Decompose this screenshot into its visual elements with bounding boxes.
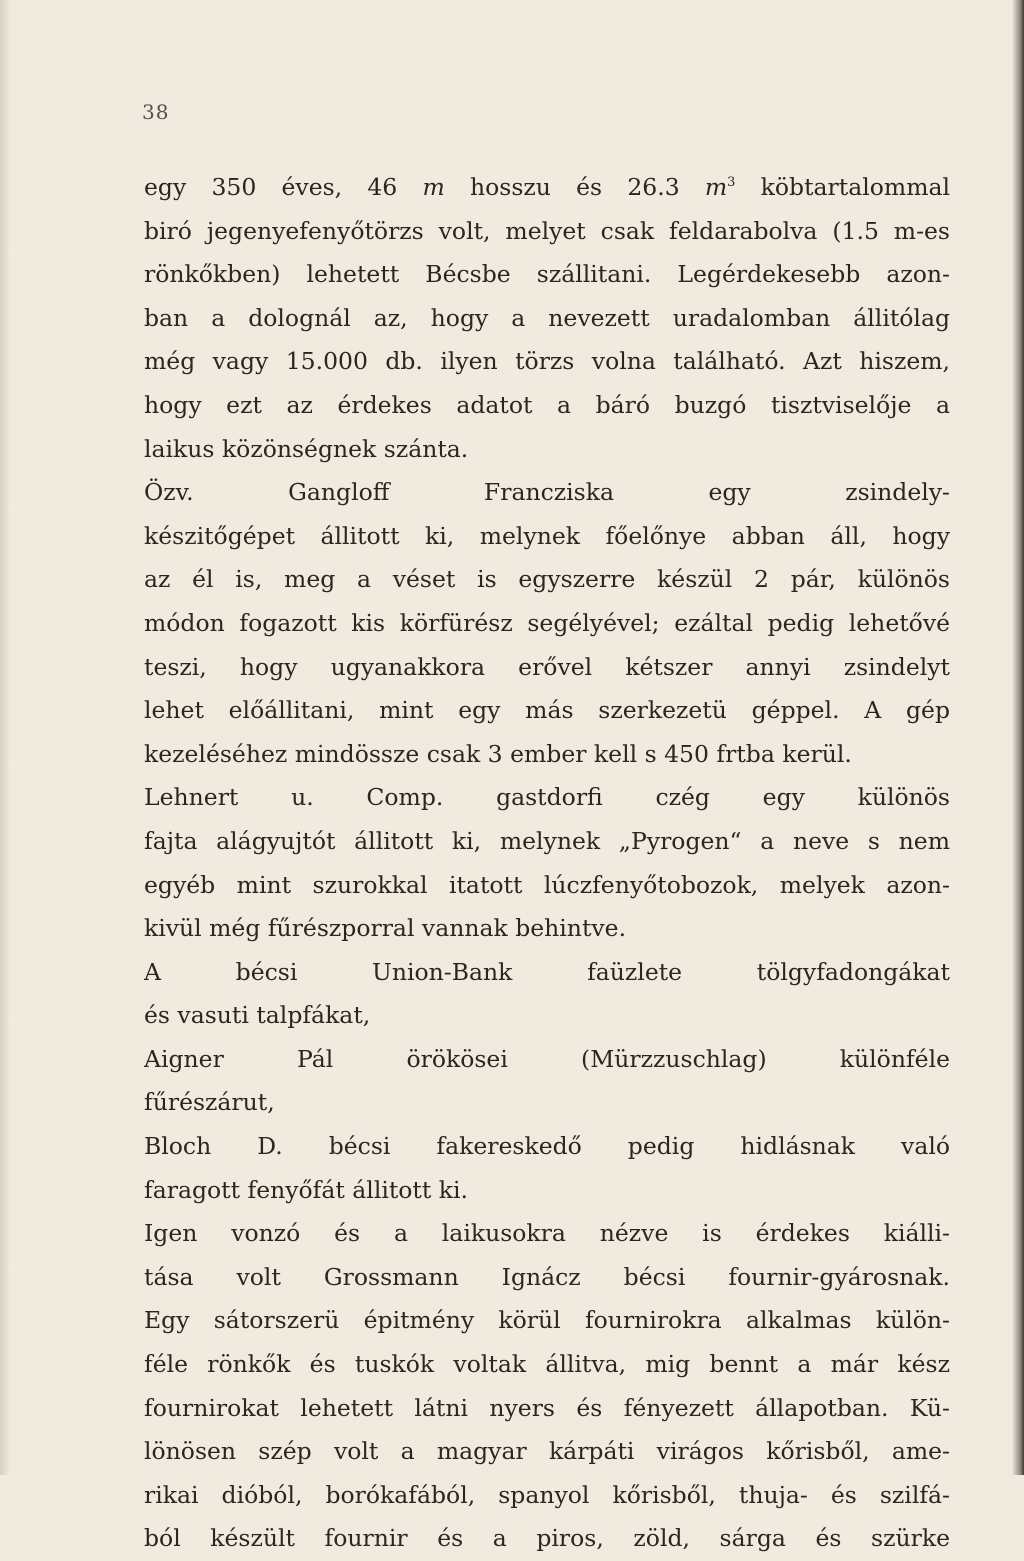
text-line: Özv. Gangloff Francziska egy zsindely- [144,478,950,507]
text-line: Bloch D. bécsi fakereskedő pedig hidlásnak való [144,1132,950,1161]
text-line: kivül még fűrészporral vannak behintve. [144,914,627,943]
text-line: Aigner Pál örökösei (Mürzzuschlag) különféle [144,1044,950,1073]
text-line: egy 350 éves, 46 m hosszu és 26.3 $m^3$ köbtartalommal [144,173,950,201]
text-line: laikus közönségnek szánta. [144,434,469,463]
body-text [144,166,950,1561]
text-line: készitőgépet állitott ki, melynek főelőnye abban áll, hogy [144,521,950,550]
text-line: tása volt Grossmann Ignácz bécsi fournir-gyárosnak. [144,1262,950,1291]
text-line: még vagy 15.000 db. ilyen törzs volna található. Azt hiszem, [144,347,950,376]
text-line: teszi, hogy ugyanakkora erővel kétszer annyi zsindelyt [144,652,950,681]
text-line: Igen vonzó és a laikusokra nézve is érdekes kiálli- [144,1219,950,1248]
page-right-edge [1012,0,1024,1475]
text-line: faragott fenyőfát állitott ki. [144,1175,469,1204]
text-line: és vasuti talpfákat, [144,1001,371,1030]
text-line: ból készült fournir és a piros, zöld, sárga és szürke [144,1524,950,1553]
text-line: rikai dióból, borókafából, spanyol kőrisből, thuja- és szilfá- [144,1480,950,1509]
text-line: fournirokat lehetett látni nyers és fényezett állapotban. Kü- [144,1393,950,1422]
text-line: az él is, meg a véset is egyszerre készül 2 pár, különös [144,565,950,594]
text-line: fűrészárut, [144,1088,275,1117]
page-left-edge [0,0,10,1475]
text-line: kezeléséhez mindössze csak 3 ember kell s 450 frtba kerül. [144,739,852,768]
text-line: fajta alágyujtót állitott ki, melynek „Pyrogen“ a neve s nem [144,826,950,855]
text-line: módon fogazott kis körfürész segélyével; ezáltal pedig lehetővé [144,608,950,637]
text-line: lönösen szép volt a magyar kárpáti virágos kőrisből, ame- [144,1437,950,1466]
text-line: biró jegenyefenyőtörzs volt, melyet csak feldarabolva (1.5 m-es [144,216,950,245]
page-number: 38 [142,100,170,124]
text-line: egyéb mint szurokkal itatott lúczfenyőtobozok, melyek azon- [144,870,950,899]
text-line: lehet előállitani, mint egy más szerkezetü géppel. A gép [144,696,950,725]
text-line: féle rönkők és tuskók voltak állitva, mig bennt a már kész [144,1350,950,1379]
text-line: rönkőkben) lehetett Bécsbe szállitani. Legérdekesebb azon- [144,260,950,289]
text-line: Egy sátorszerü épitmény körül fournirokra alkalmas külön- [144,1306,950,1335]
text-line: ban a dolognál az, hogy a nevezett uradalomban állitólag [144,303,950,332]
text-line: hogy ezt az érdekes adatot a báró buzgó tisztviselője a [144,390,950,419]
text-line: A bécsi Union-Bank faüzlete tölgyfadongákat [144,957,950,986]
text-line: Lehnert u. Comp. gastdorfi czég egy különös [144,783,950,812]
